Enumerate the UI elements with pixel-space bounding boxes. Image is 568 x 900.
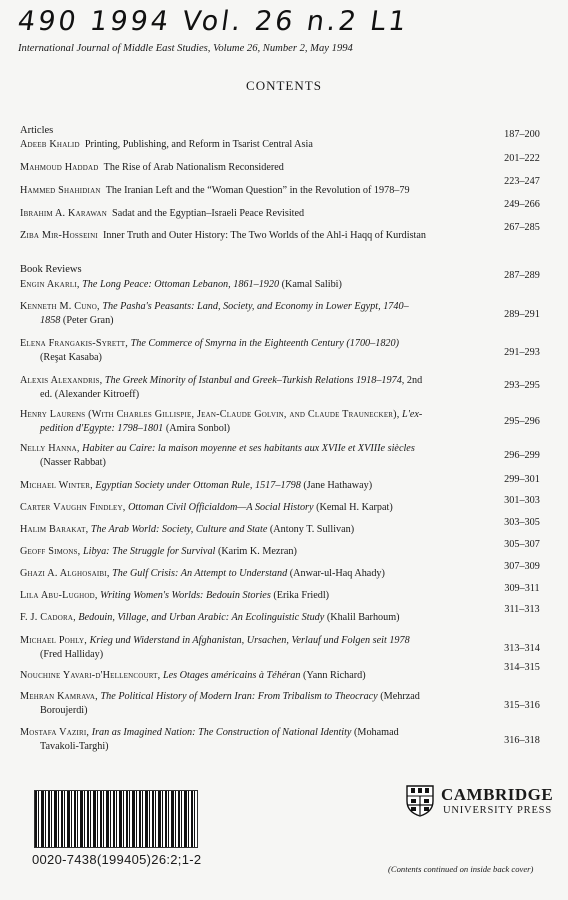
review-reviewer: (Reşat Kasaba) [40,352,102,363]
review-title: Ottoman Civil Officialdom—A Social History [128,502,314,513]
review-pages: 293–295 [504,380,540,391]
review-title-cont: pedition d'Egypte: 1798–1801 [40,423,164,434]
review-author: Michael Pohly, [20,635,88,646]
review-pages: 303–305 [504,517,540,528]
review-title: The Greek Minority of Istanbul and Greek–Turkish Relations 1918–1974, [104,375,405,386]
article-title: The Iranian Left and the “Woman Question” in the Revolution of 1978–79 [105,185,410,196]
article-entry [20,229,490,243]
review-title: Egyptian Society under Ottoman Rule, 1517–1798 [95,480,301,491]
review-reviewer: (Antony T. Sullivan) [267,524,355,535]
review-entry [20,567,465,581]
article-author: Ziba Mir-Hosseini [20,230,98,241]
review-pages: 313–314 [504,643,540,654]
review-reviewer: (Mohamad [351,727,399,738]
review-pages: 296–299 [504,450,540,461]
review-author: Michael Winter, [20,480,93,491]
review-title-cont: 1858 [40,315,61,326]
review-entry [20,523,465,537]
review-title: Habiter au Caire: la maison moyenne et ses habitants aux XVIIe et XVIIIe siècles [82,443,415,454]
review-pages: 309–311 [504,583,540,594]
article-entry [20,138,465,152]
article-author: Hammed Shahidian [20,185,101,196]
review-pages: 316–318 [504,735,540,746]
publisher-name: CAMBRIDGE [441,785,554,804]
review-reviewer: ed. (Alexander Kitroeff) [40,389,140,400]
review-entry [20,374,490,402]
review-entry [20,278,465,292]
review-title: L'ex- [402,409,423,420]
review-entry [20,634,490,662]
review-reviewer: (Karim K. Mezran) [215,546,297,557]
review-pages: 314–315 [504,662,540,673]
review-pages: 295–296 [504,416,540,427]
review-author: Halim Barakat, [20,524,89,535]
article-entry [20,161,465,175]
article-title: Sadat and the Egyptian–Israeli Peace Revisited [112,208,305,219]
review-author: Engin Akarli, [20,279,80,290]
article-title: The Rise of Arab Nationalism Reconsidered [103,162,284,173]
review-reviewer: (Amira Sonbol) [163,423,231,434]
review-entry [20,300,490,328]
review-reviewer: (Khalil Barhoum) [324,612,400,623]
article-pages: 201–222 [504,153,540,164]
review-reviewer: (Kamal Salibi) [279,279,342,290]
review-entry [20,589,465,603]
review-entry [20,545,465,559]
review-reviewer: (Yann Richard) [300,670,366,681]
review-author: Nouchine Yavari-d'Hellencourt, [20,670,161,681]
review-title: The Gulf Crisis: An Attempt to Understand [112,568,288,579]
review-author: Carter Vaughn Findley, [20,502,126,513]
barcode-number: 0020-7438(199405)26:2;1-2 [32,852,202,867]
handwritten-note: 490 1994 Vol. 26 n.2 L1 [15,6,411,37]
review-reviewer: (Mehrzad [377,691,420,702]
contents-heading: CONTENTS [246,78,322,93]
review-pages: 291–293 [504,347,540,358]
review-title: Bedouin, Village, and Urban Arabic: An Ecolinguistic Study [78,612,325,623]
article-author: Ibrahim A. Karawan [20,208,107,219]
article-pages: 267–285 [504,222,540,233]
review-author: Henry Laurens (With Charles Gillispie, Jean-Claude Golvin, and Claude Traunecker), [20,409,400,420]
review-title: The Pasha's Peasants: Land, Society, and Economy in Lower Egypt, 1740– [102,301,409,312]
review-reviewer: (Jane Hathaway) [300,480,373,491]
review-entry [20,669,465,683]
review-title: Krieg und Widerstand in Afghanistan, Ursachen, Verlauf und Folgen seit 1978 [89,635,410,646]
review-pages: 311–313 [504,604,540,615]
review-pages: 299–301 [504,474,540,485]
review-title: Libya: The Struggle for Survival [82,546,216,557]
article-entry [20,184,465,198]
review-reviewer: (Fred Halliday) [40,649,104,660]
article-pages: 187–200 [504,129,540,140]
journal-citation: International Journal of Middle East Studies, Volume 26, Number 2, May 1994 [18,43,353,54]
review-entry [20,442,490,470]
article-pages: 223–247 [504,176,540,187]
review-pages: 315–316 [504,700,540,711]
review-author: Elena Frangakis-Syrett, [20,338,129,349]
review-author: Lila Abu-Lughod, [20,590,98,601]
cambridge-shield-icon [406,785,434,817]
review-author: Mostafa Vaziri, [20,727,90,738]
review-reviewer-cont: Boroujerdi) [40,705,88,716]
review-author: F. J. Cadora, [20,612,76,623]
article-entry [20,207,465,221]
review-title: Iran as Imagined Nation: The Construction of National Identity [91,727,352,738]
review-pages: 301–303 [504,495,540,506]
review-reviewer: (Anwar-ul-Haq Ahady) [287,568,385,579]
review-entry [20,337,490,365]
review-author: Nelly Hanna, [20,443,80,454]
review-author: Geoff Simons, [20,546,81,557]
review-entry [20,726,490,754]
review-edition: 2nd [404,375,423,386]
review-title: Les Otages américains à Téhéran [162,670,301,681]
review-pages: 305–307 [504,539,540,550]
review-title: The Arab World: Society, Culture and State [90,524,268,535]
article-author: Adeeb Khalid [20,139,80,150]
review-reviewer: (Erika Friedl) [270,590,330,601]
review-entry [20,479,465,493]
review-author: Kenneth M. Cuno, [20,301,100,312]
article-author: Mahmoud Haddad [20,162,99,173]
book-reviews-heading: Book Reviews [20,264,82,275]
review-reviewer-cont: Tavakoli-Targhi) [40,741,109,752]
review-title: The Commerce of Smyrna in the Eighteenth Century (1700–1820) [130,338,399,349]
review-author: Mehran Kamrava, [20,691,98,702]
review-reviewer: (Peter Gran) [60,315,114,326]
review-author: Ghazi A. Alghosaibi, [20,568,110,579]
review-entry [20,611,465,625]
review-pages: 287–289 [504,270,540,281]
articles-heading: Articles [20,125,54,136]
review-author: Alexis Alexandris, [20,375,103,386]
review-entry [20,690,490,718]
review-reviewer: (Nasser Rabbat) [40,457,106,468]
article-title: Inner Truth and Outer History: The Two Worlds of the Ahl-i Haqq of Kurdistan [102,230,426,241]
contents-continued-note: (Contents continued on inside back cover) [388,864,534,874]
review-pages: 289–291 [504,309,540,320]
review-title: The Long Peace: Ottoman Lebanon, 1861–1920 [82,279,280,290]
barcode-icon [34,790,198,848]
review-entry [20,501,465,515]
review-pages: 307–309 [504,561,540,572]
review-title: The Political History of Modern Iran: From Tribalism to Theocracy [100,691,378,702]
article-title: Printing, Publishing, and Reform in Tsarist Central Asia [84,139,313,150]
article-pages: 249–266 [504,199,540,210]
review-reviewer: (Kemal H. Karpat) [313,502,393,513]
review-entry [20,408,490,436]
review-title: Writing Women's Worlds: Bedouin Stories [100,590,271,601]
publisher-subtitle: UNIVERSITY PRESS [443,805,552,816]
